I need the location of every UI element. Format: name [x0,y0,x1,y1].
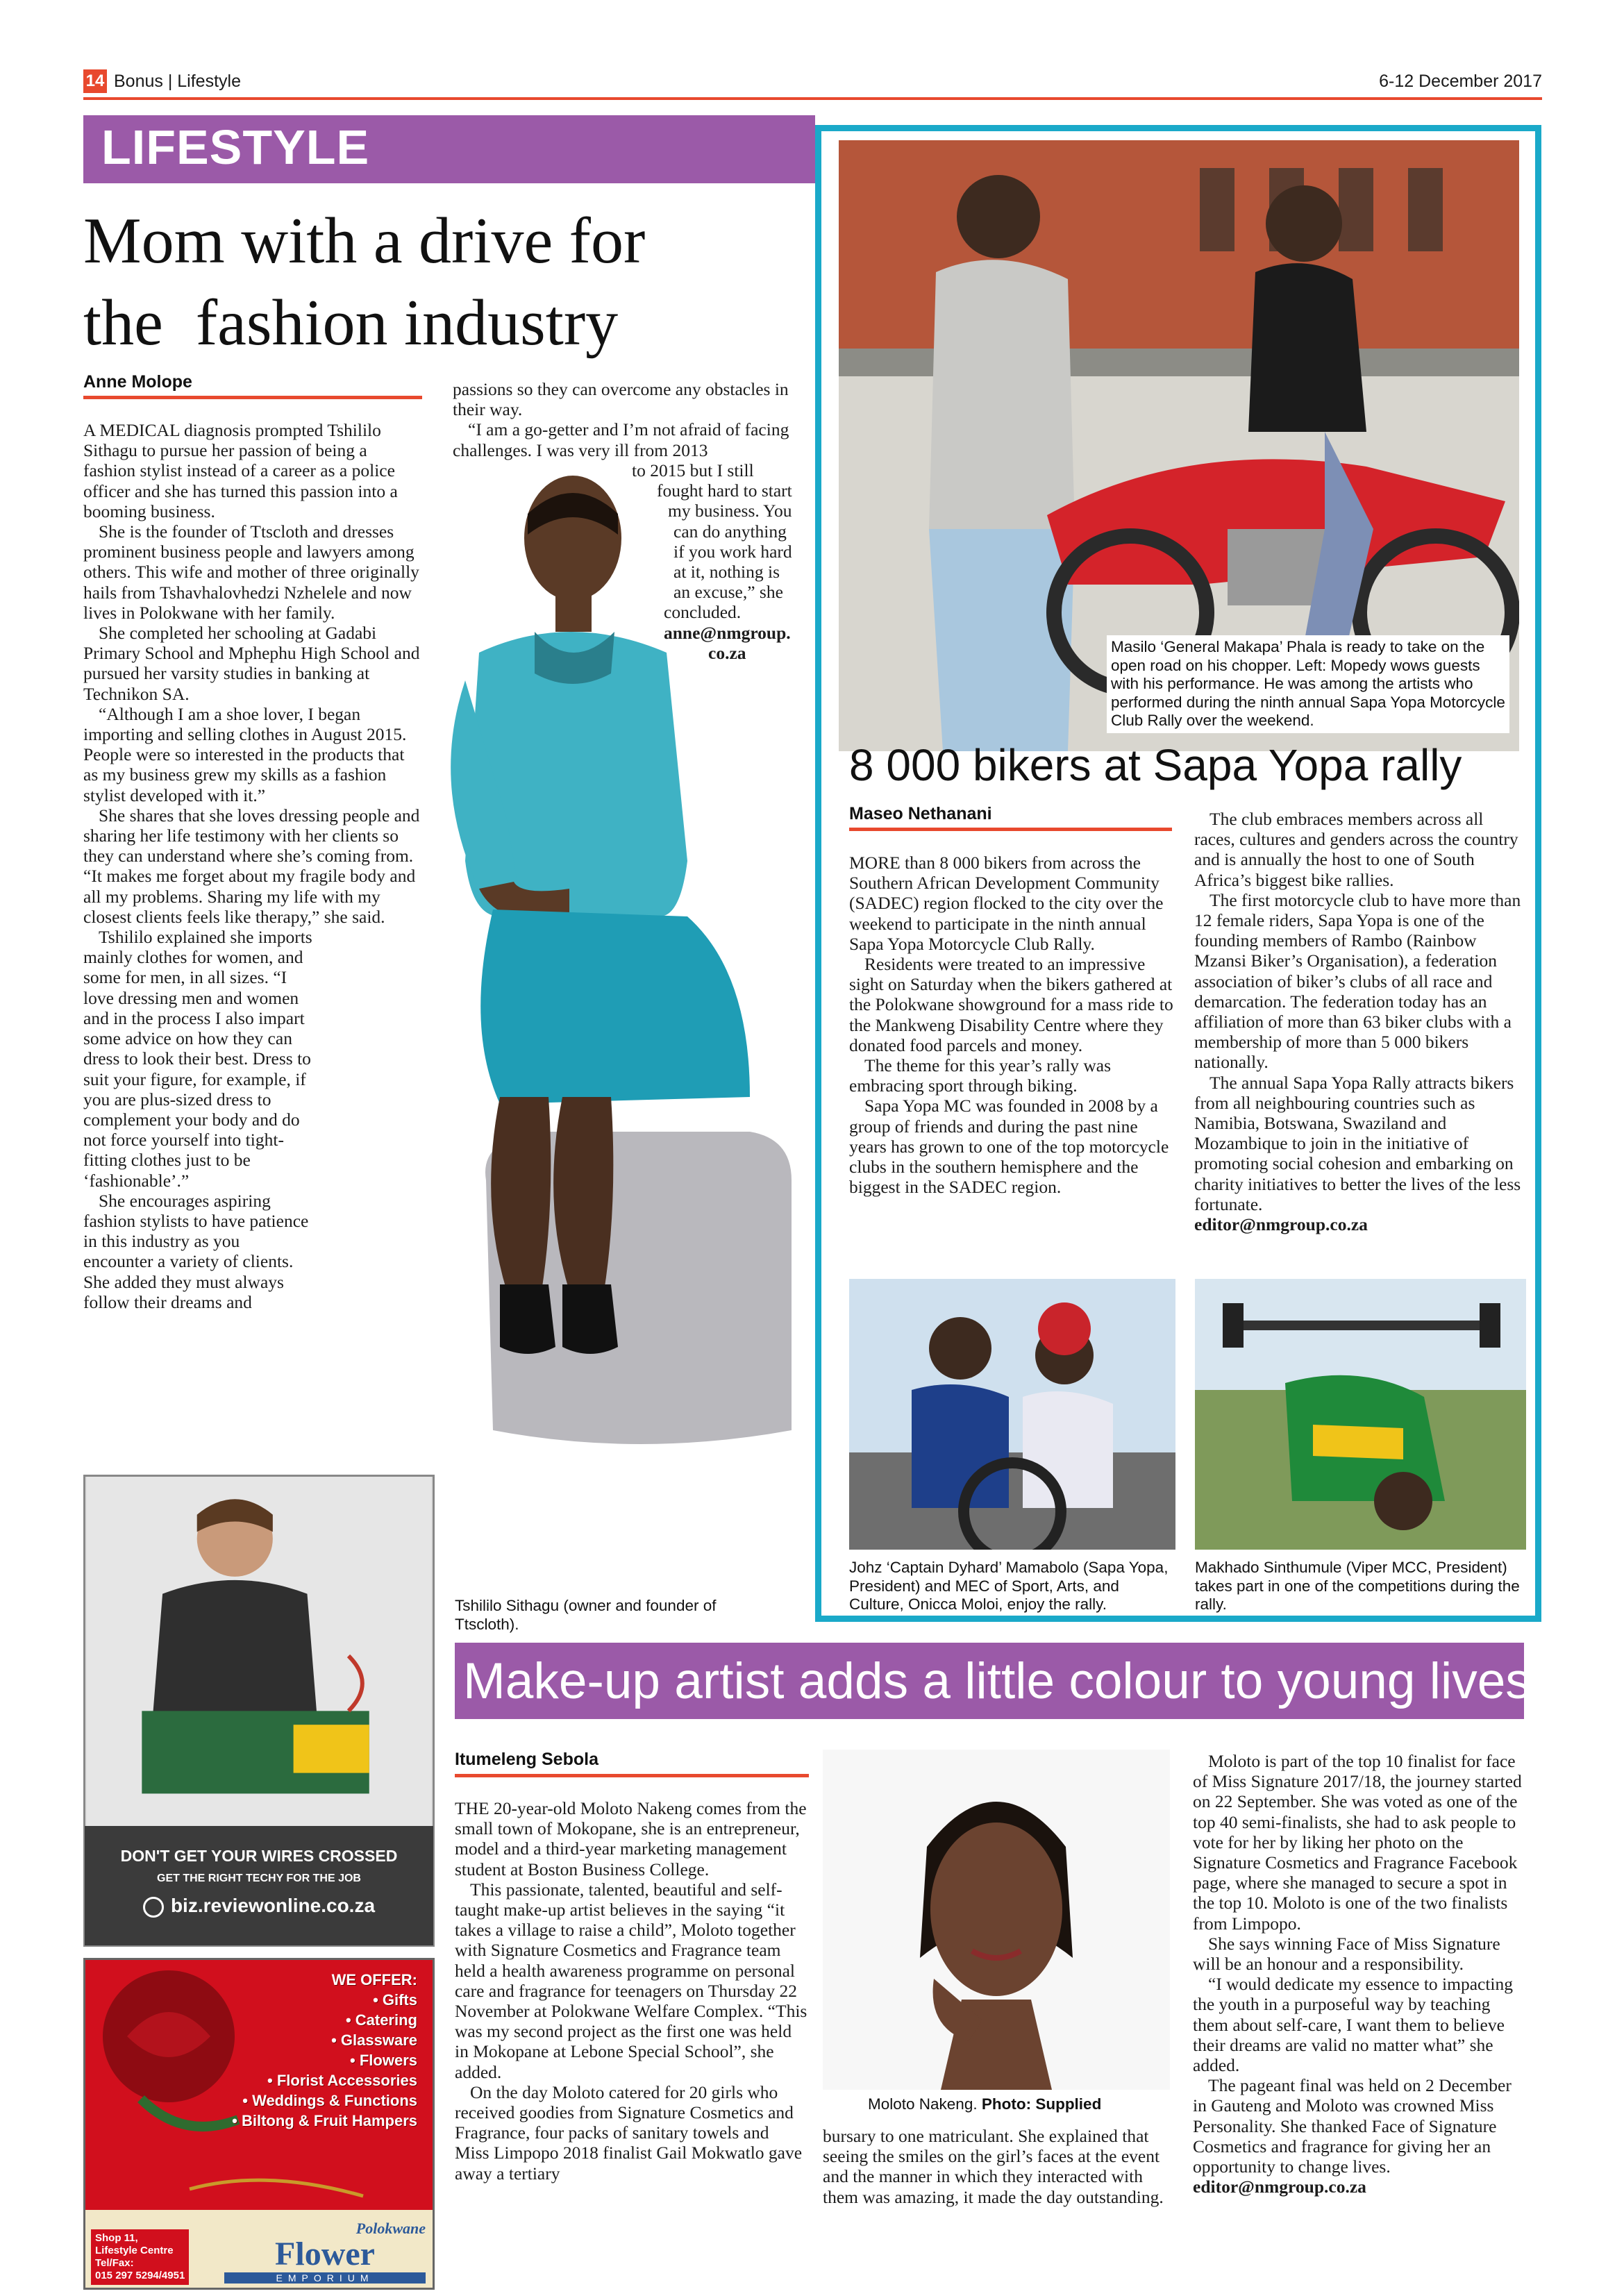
bikers-column-2 [1194,809,1526,1234]
address-line: Shop 11, [95,2232,138,2244]
paragraph: The club embraces members across all races, cultures and genders across the country and is annually the host to one of South Africa’s biggest bike rallies. [1194,809,1518,890]
wrap-line: my business. You [668,501,792,521]
florist-logo [224,2220,426,2284]
headline-line-2: the fashion industry [83,287,619,359]
paragraph: The annual Sapa Yopa Rally attracts bikers from all neighbouring countries such as Namibia, Botswana, Swaziland and Mozambique to join in the initiative of promoting social cohesion and embarking on charity initiatives to better the lives of the less fortunate. [1194,1072,1521,1214]
biker-main-caption: Masilo ‘General Makapa’ Phala is ready to take on the open road on his chopper. Left: Mopedy wows guests with his performance. He was among the artists who performed during the ninth annual Sapa Yopa Motorcycle Club Rally over the weekend. [1107,635,1509,733]
address-line: Lifestyle Centre [95,2245,174,2256]
sinthumule-caption: Makhado Sinthumule (Viper MCC, President) takes part in one of the competitions during the rally. [1195,1559,1520,1613]
paragraph: Tshililo explained she imports mainly clothes for women, and some for men, in all sizes. “I love dressing men and women and in the process I also impart some advice on how they can dress to look their best. Dress to suit your figure, for example, if you are plus-sized dress to complement your body and do not force yourself into tight-fitting clothes just to be ‘fashionable’.” [83,927,312,1191]
wrap-line: fought hard to start [657,480,792,501]
paragraph: The theme for this year’s rally was embracing sport through biking. [849,1055,1111,1096]
logo-city: Polokwane [355,2220,426,2237]
techy-ad-url: biz.reviewonline.co.za [170,1895,376,1916]
moloto-photo [823,1750,1170,2090]
offer-item: • Catering [345,2011,417,2029]
offer-title: WE OFFER: [331,1971,417,1988]
makeup-headline: Make-up artist adds a little colour to young lives [463,1653,1531,1709]
offer-item: • Florist Accessories [267,2072,417,2089]
wrap-line: if you work hard [673,541,792,562]
paragraph: She encourages aspiring fashion stylists to have patience in this industry as you encounter a variety of clients. She added they must always follow their dreams and [83,1190,309,1312]
makeup-column-1 [455,1798,807,2184]
paragraph: bursary to one matriculant. She explained that seeing the smiles on the girl’s faces at the event and the manner in which they interacted with them was amazing, it made the day outstanding. [823,2126,1164,2207]
offer-item: • Gifts [373,1991,417,2009]
issue-date: 6-12 December 2017 [1379,72,1542,91]
wrap-line: at it, nothing is [673,562,780,583]
bikers-email[interactable]: editor@nmgroup.co.za [1194,1214,1368,1235]
paragraph: Residents were treated to an impressive sight on Saturday when the bikers gathered at the Polokwane showground for a mass ride to the Mankweng Disability Centre where they donated food parcels and money. [849,954,1173,1055]
paragraph: Moloto is part of the top 10 finalist for face of Miss Signature 2017/18, the journey started on 22 September. She was voted as one of the top 40 semi-finalists, she had to ask people to vote for her by liking her photo on the Signature Cosmetics and Fragrance Facebook page, where she managed to secure a spot in the top 10. Moloto is one of the two finalists from Limpopo. [1193,1751,1522,1934]
paragraph: The pageant final was held on 2 December in Gauteng and Moloto was crowned Miss Personality. She thanked Face of Signature Cosmetics and fragrance for giving her an opportunity to change lives. [1193,2075,1512,2177]
paragraph: She says winning Face of Miss Signature will be an honour and a responsibility. [1193,1933,1500,1975]
tel-number[interactable]: 015 297 5294/4951 [95,2270,185,2281]
paragraph: On the day Moloto catered for 20 girls who received goodies from Signature Cosmetics and Fragrance, four packs of sanitary towels and Miss Limpopo 2018 finalist Gail Mokwatlo gave away a tertiary [455,2081,803,2184]
techy-ad-headline: DON'T GET YOUR WIRES CROSSED [120,1847,398,1865]
techy-ad-strip[interactable] [85,1826,433,1945]
florist-ad[interactable] [83,1958,435,2290]
page-number: 14 [83,69,107,93]
wrap-line: concluded. [664,602,742,623]
bikers-column-1 [849,853,1175,1197]
author-email[interactable]: anne@nmgroup. [664,622,791,643]
byline-rule [83,396,422,399]
lifestyle-byline: Anne Molope [83,372,192,392]
techy-ad-subline: GET THE RIGHT TECHY FOR THE JOB [157,1872,361,1884]
mamabolo-photo [849,1279,1175,1550]
author-email-cont[interactable]: co.za [708,642,746,663]
makeup-column-3 [1193,1751,1526,2197]
portrait-illustration [823,1750,1170,2090]
paragraph: THE 20-year-old Moloto Nakeng comes from the small town of Mokopane, she is an entrepreneur, model and a third-year marketing management student at Boston Business College. [455,1798,807,1879]
paragraph: “I am a go-getter and I’m not afraid of facing challenges. I was very ill from 2013 [453,419,789,460]
paragraph: She is the founder of Ttscloth and dresses prominent business people and lawyers among others. This wife and mother of three originally hails from Tshavhalovhedzi Nzhelele and now lives in Polokwane with her family. [83,521,419,623]
paragraph: Sapa Yopa MC was founded in 2008 by a group of friends and during the past nine years has grown to one of the top motorcycle clubs in the southern hemisphere and the biggest in the SADEC region. [849,1096,1169,1198]
paragraph: She completed her schooling at Gadabi Primary School and Mphephu High School and pursued her varsity studies in banking at Technikon SA. [83,623,420,704]
paragraph: A MEDICAL diagnosis prompted Tshililo Sithagu to pursue her passion of being a fashion stylist instead of a career as a police officer and she has turned this passion into a booming business. [83,420,398,521]
header-rule [83,97,1542,100]
moloto-caption [868,2095,1101,2114]
bench-press-illustration [1195,1279,1526,1550]
lifestyle-column-2-wrap [632,460,805,663]
logo-sub: EMPORIUM [224,2272,426,2284]
paragraph: passions so they can overcome any obstacles in their way. [453,379,789,420]
paragraph: This passionate, talented, beautiful and self-taught make-up artist believes in the saying “it takes a village to raise a child”, Moloto together with Signature Cosmetics and Fragrance team held a health awareness programme on personal care and fragrance for teenagers on Thursday 22 November at Polokwane Welfare Complex. “This was my second project as the first one was held in Mokopane at Lebone Special School”, she added. [455,1879,807,2082]
bikers-headline: 8 000 bikers at Sapa Yopa rally [849,740,1462,790]
offer-item: • Biltong & Fruit Hampers [232,2112,417,2129]
caption-name: Moloto Nakeng. [868,2095,982,2113]
wrap-line: an excuse,” she [673,582,783,603]
techy-ad-link[interactable] [85,1895,433,1918]
bikers-byline: Maseo Nethanani [849,804,992,823]
paragraph: The first motorcycle club to have more than 12 female riders, Sapa Yopa is one of the founding members of Rambo (Rainbow Mzansi Biker’s Organisation), a federation association of biker’s clubs of all race and demarcation. The federation today has an affiliation of more than 63 biker clubs with a membership of more than 5 000 bikers nationally. [1194,889,1521,1073]
riders-illustration [849,1279,1175,1550]
section-label: Bonus | Lifestyle [114,72,241,91]
headline-line-1: Mom with a drive for [83,205,646,277]
makeup-email[interactable]: editor@nmgroup.co.za [1193,2177,1366,2197]
sinthumule-photo [1195,1279,1526,1550]
wrap-line: to 2015 but I still [632,460,754,480]
mamabolo-caption: Johz ‘Captain Dyhard’ Mamabolo (Sapa Yopa, President) and MEC of Sport, Arts, and Culture, Onicca Moloi, enjoy the rally. [849,1559,1169,1613]
logo-name: Flower [275,2236,375,2272]
globe-icon [143,1897,164,1918]
florist-address [91,2229,189,2285]
paragraph: MORE than 8 000 bikers from across the Southern African Development Community (SADEC) region flocked to the city over the weekend to participate in the ninth annual Sapa Yopa Motorcycle Club Rally. [849,853,1164,954]
caption-credit: Photo: Supplied [981,2095,1102,2113]
makeup-byline: Itumeleng Sebola [455,1750,598,1769]
paragraph: “Although I am a shoe lover, I began importing and selling clothes in August 2015. People were so interested in the products that as my business grew my skills as a fashion stylist developed with it.” [83,703,407,805]
technician-illustration [85,1477,433,1828]
lifestyle-column-2 [453,379,800,460]
offer-item: • Glassware [331,2031,417,2049]
lifestyle-headline [83,200,819,364]
florist-offer-list [232,1970,417,2131]
lifestyle-label: LIFESTYLE [101,120,370,174]
offer-item: • Weddings & Functions [242,2092,417,2109]
makeup-column-2 [823,2126,1170,2207]
makeup-byline-rule [455,1774,809,1777]
offer-item: • Flowers [350,2052,417,2069]
bikers-byline-rule [849,828,1172,831]
tshililo-caption: Tshililo Sithagu (owner and founder of Ttscloth). [455,1597,717,1633]
wrap-line: can do anything [673,521,787,542]
tel-label: Tel/Fax: [95,2257,134,2269]
paragraph: She shares that she loves dressing people and sharing her life testimony with her clients so they can understand where she’s coming from. “It makes me forget about my fragile body and all my problems. Sharing my life with my closest clients feels like therapy,” she said. [83,805,420,927]
paragraph: “I would dedicate my essence to impacting the youth in a purposeful way by teaching them about self-care, I want them to believe their dreams are valid no matter what” she added. [1193,1974,1514,2076]
